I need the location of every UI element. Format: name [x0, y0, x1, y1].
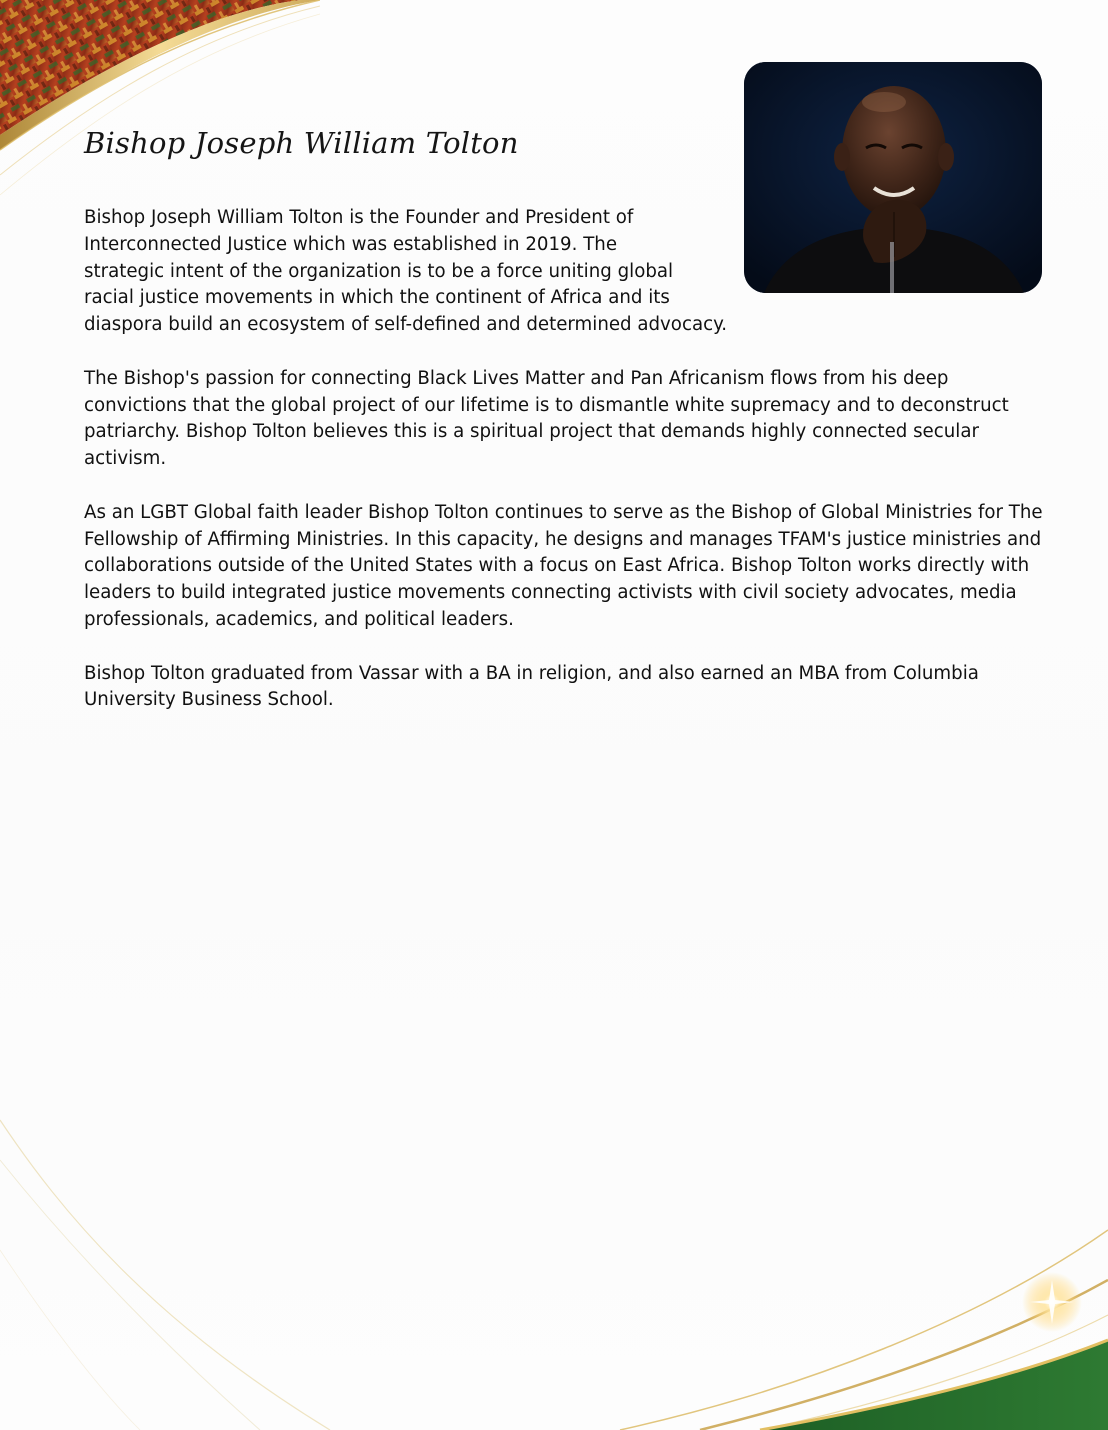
biography-paragraph-ministry: As an LGBT Global faith leader Bishop Tolton continues to serve as the Bishop of Global Ministries for The Fellowship of Affirming Ministries. In this capacity, he designs and manages TFAM's justice ministries and collaborations outside of the United States with a focus on East Africa. Bishop Tolton works directly with leaders to build integrated justice movements connecting activists with civil society advocates, media professionals, academics, and political leaders.	[84, 501, 1043, 630]
bottom-gold-green-swoosh-decoration	[0, 1090, 1108, 1430]
intro-line: strategic intent of the organization is to be a force uniting global	[84, 260, 674, 282]
intro-line: Bishop Joseph William Tolton is the Founder and President of	[84, 207, 634, 228]
page-title: Bishop Joseph William Tolton	[84, 126, 519, 160]
top-left-kente-decoration	[0, 0, 320, 200]
biography-paragraph-passion: The Bishop's passion for connecting Black Lives Matter and Pan Africanism flows from his deep convictions that the global project of our lifetime is to dismantle white supremacy and to deconstruct patriarchy. Bishop Tolton believes this is a spiritual project that demands highly connected secular activism.	[84, 367, 1009, 470]
biography-body	[84, 205, 1049, 741]
intro-line: racial justice movements in which the continent of Africa and its	[84, 287, 670, 309]
intro-line: diaspora build an ecosystem of self-defined and determined advocacy.	[84, 314, 728, 336]
biography-intro-paragraph	[84, 205, 1049, 339]
intro-line: Interconnected Justice which was established in 2019. The	[84, 233, 618, 255]
biography-paragraph-education: Bishop Tolton graduated from Vassar with a BA in religion, and also earned an MBA from Columbia University Business School.	[84, 662, 979, 711]
